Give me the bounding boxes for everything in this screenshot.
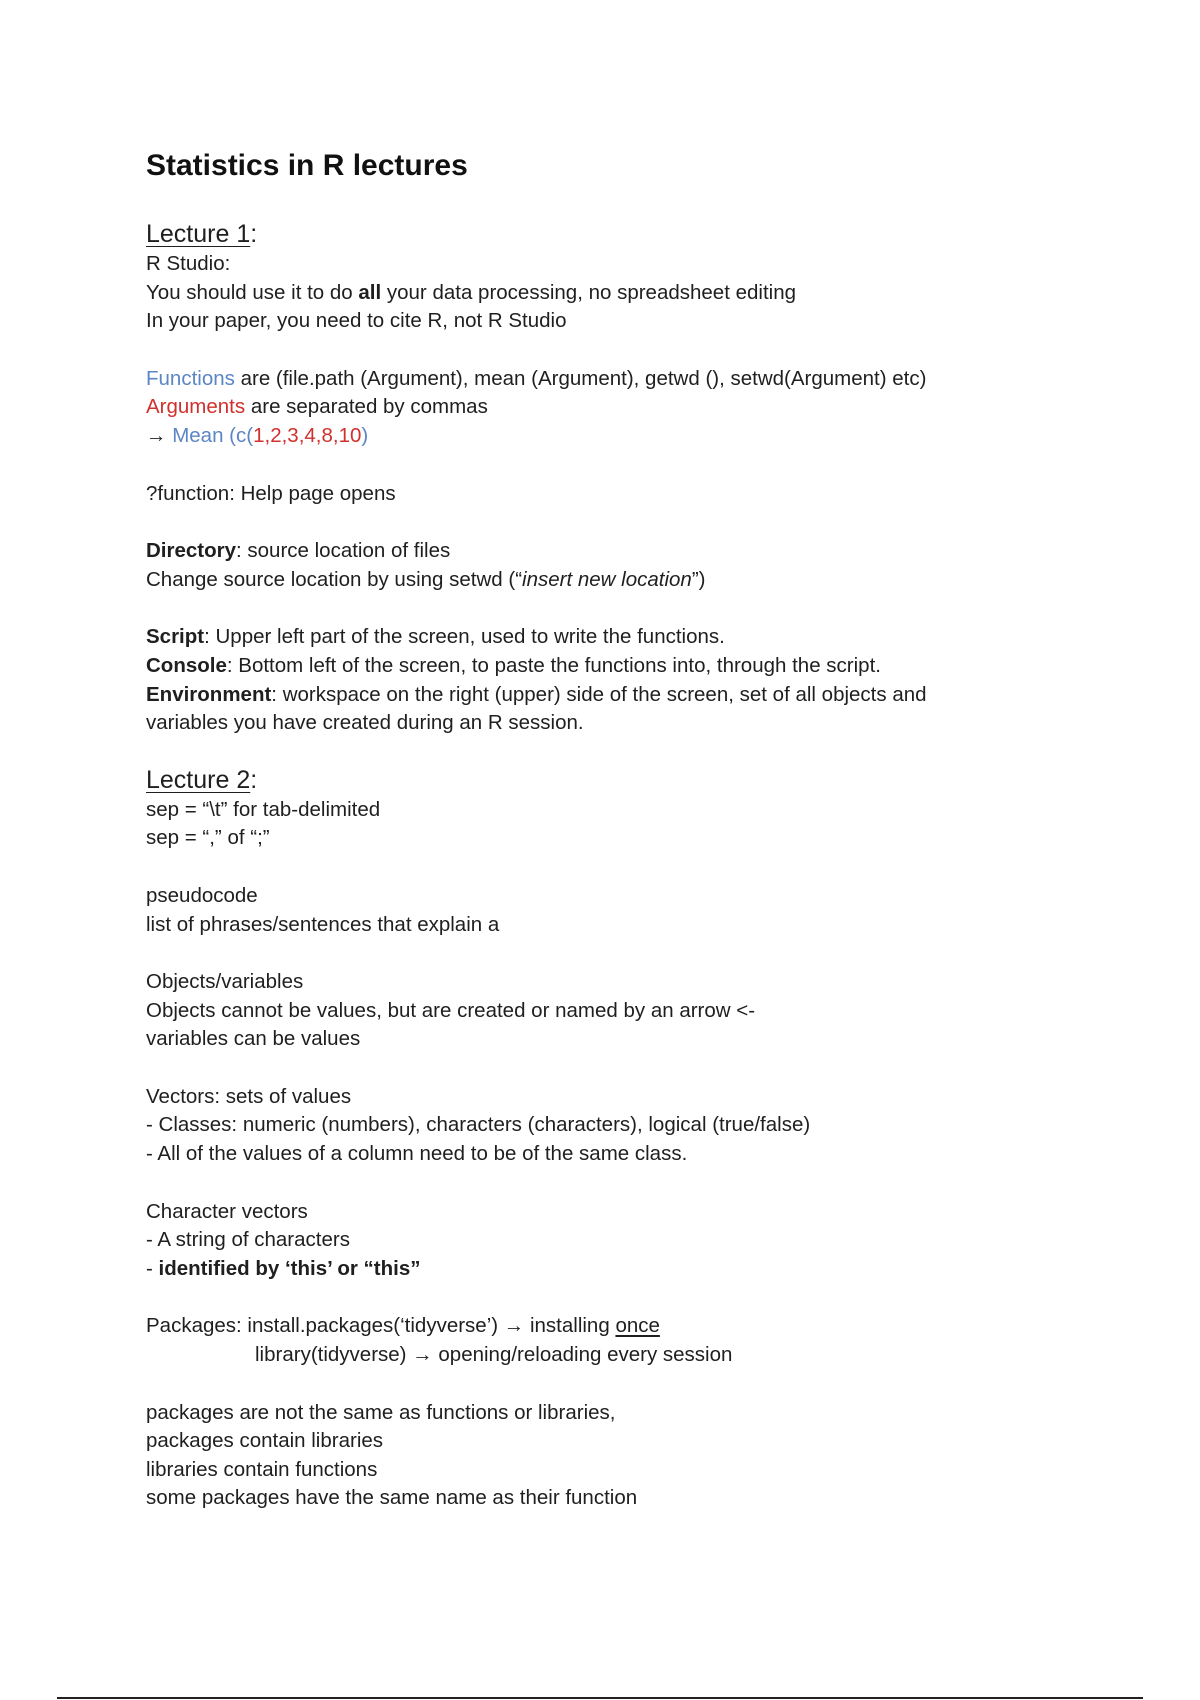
pseudocode-label: pseudocode [146,883,258,907]
lecture-1-heading-text: Lecture 1 [146,220,251,248]
console-line [146,652,1046,681]
rstudio-usage-line [146,279,1046,308]
mean-example-line [146,422,1046,451]
objects-desc: Objects cannot be values, but are created or named by an arrow <- [146,998,756,1022]
mean-close: ) [361,423,369,447]
directory-rest: : source location of files [236,539,451,563]
document-body [146,146,1046,1513]
directory-label: Directory [146,539,237,563]
environment-line [146,681,1046,710]
environment-label: Environment [146,682,272,706]
sep-comma-line: sep = “,” of “;” [146,826,270,850]
packages-note-3: libraries contain functions [146,1457,378,1481]
footer-divider [57,1697,1143,1699]
console-label: Console [146,653,227,677]
functions-word: Functions [146,366,235,390]
script-line [146,623,1046,652]
environment-line-2: variables you have created during an R session. [146,711,584,735]
help-line: ?function: Help page opens [146,481,396,505]
setwd-line [146,566,1046,595]
variables-desc: variables can be values [146,1027,361,1051]
rstudio-cite-line: In your paper, you need to cite R, not R Studio [146,309,567,333]
lecture-1-heading-colon: : [250,220,258,248]
script-label: Script [146,625,205,649]
packages-note-2: packages contain libraries [146,1429,384,1453]
character-identified [146,1255,1046,1284]
packages-note-4: some packages have the same name as their function [146,1486,638,1510]
vectors-classes: - Classes: numeric (numbers), characters (characters), logical (true/false) [146,1113,811,1137]
packages-note-1: packages are not the same as functions or libraries, [146,1400,616,1424]
pseudocode-desc: list of phrases/sentences that explain a [146,912,500,936]
vectors-same-class: - All of the values of a column need to be of the same class. [146,1142,688,1166]
setwd-c: ”) [691,567,706,591]
sep-tab-line: sep = “\t” for tab-delimited [146,797,381,821]
mean-args: 1,2,3,4,8,10 [253,423,362,447]
rstudio-usage-a: You should use it to do [146,280,359,304]
character-string: - A string of characters [146,1228,350,1252]
character-vectors-label: Character vectors [146,1199,308,1223]
packages-install-line [146,1312,1046,1341]
mean-func: Mean (c( [172,423,254,447]
document-title: Statistics in R lectures [146,149,468,182]
rstudio-label: R Studio: [146,252,231,275]
directory-line [146,537,1046,566]
packages-install-text: Packages: install.packages(‘tidyverse’) → installing [146,1314,616,1338]
arguments-line [146,393,1046,422]
setwd-a: Change source location by using setwd (“ [146,567,523,591]
rstudio-usage-bold: all [358,280,382,304]
arrow-icon: → [146,423,173,447]
lecture-2-heading-text: Lecture 2 [146,765,251,794]
setwd-italic: insert new location [522,567,692,591]
environment-rest: : workspace on the right (upper) side of the screen, set of all objects and [271,682,927,706]
packages-once: once [615,1314,660,1338]
lecture-1-heading [146,218,1046,250]
lecture-2-heading-colon: : [250,765,258,794]
console-rest: : Bottom left of the screen, to paste the functions into, through the script. [226,653,881,677]
character-identified-dash: - [146,1256,159,1280]
vectors-label: Vectors: sets of values [146,1084,352,1108]
packages-library-line: library(tidyverse) → opening/reloading every session [255,1343,733,1367]
functions-line [146,365,1046,394]
lecture-2-heading [146,764,1046,796]
arguments-word: Arguments [146,395,246,419]
script-rest: : Upper left part of the screen, used to write the functions. [204,625,725,649]
objects-label: Objects/variables [146,970,304,994]
rstudio-usage-c: your data processing, no spreadsheet editing [381,280,797,304]
arguments-rest: are separated by commas [245,395,488,419]
functions-rest: are (file.path (Argument), mean (Argument), getwd (), setwd(Argument) etc) [234,366,927,390]
character-identified-bold: identified by ‘this’ or “this” [158,1256,421,1280]
